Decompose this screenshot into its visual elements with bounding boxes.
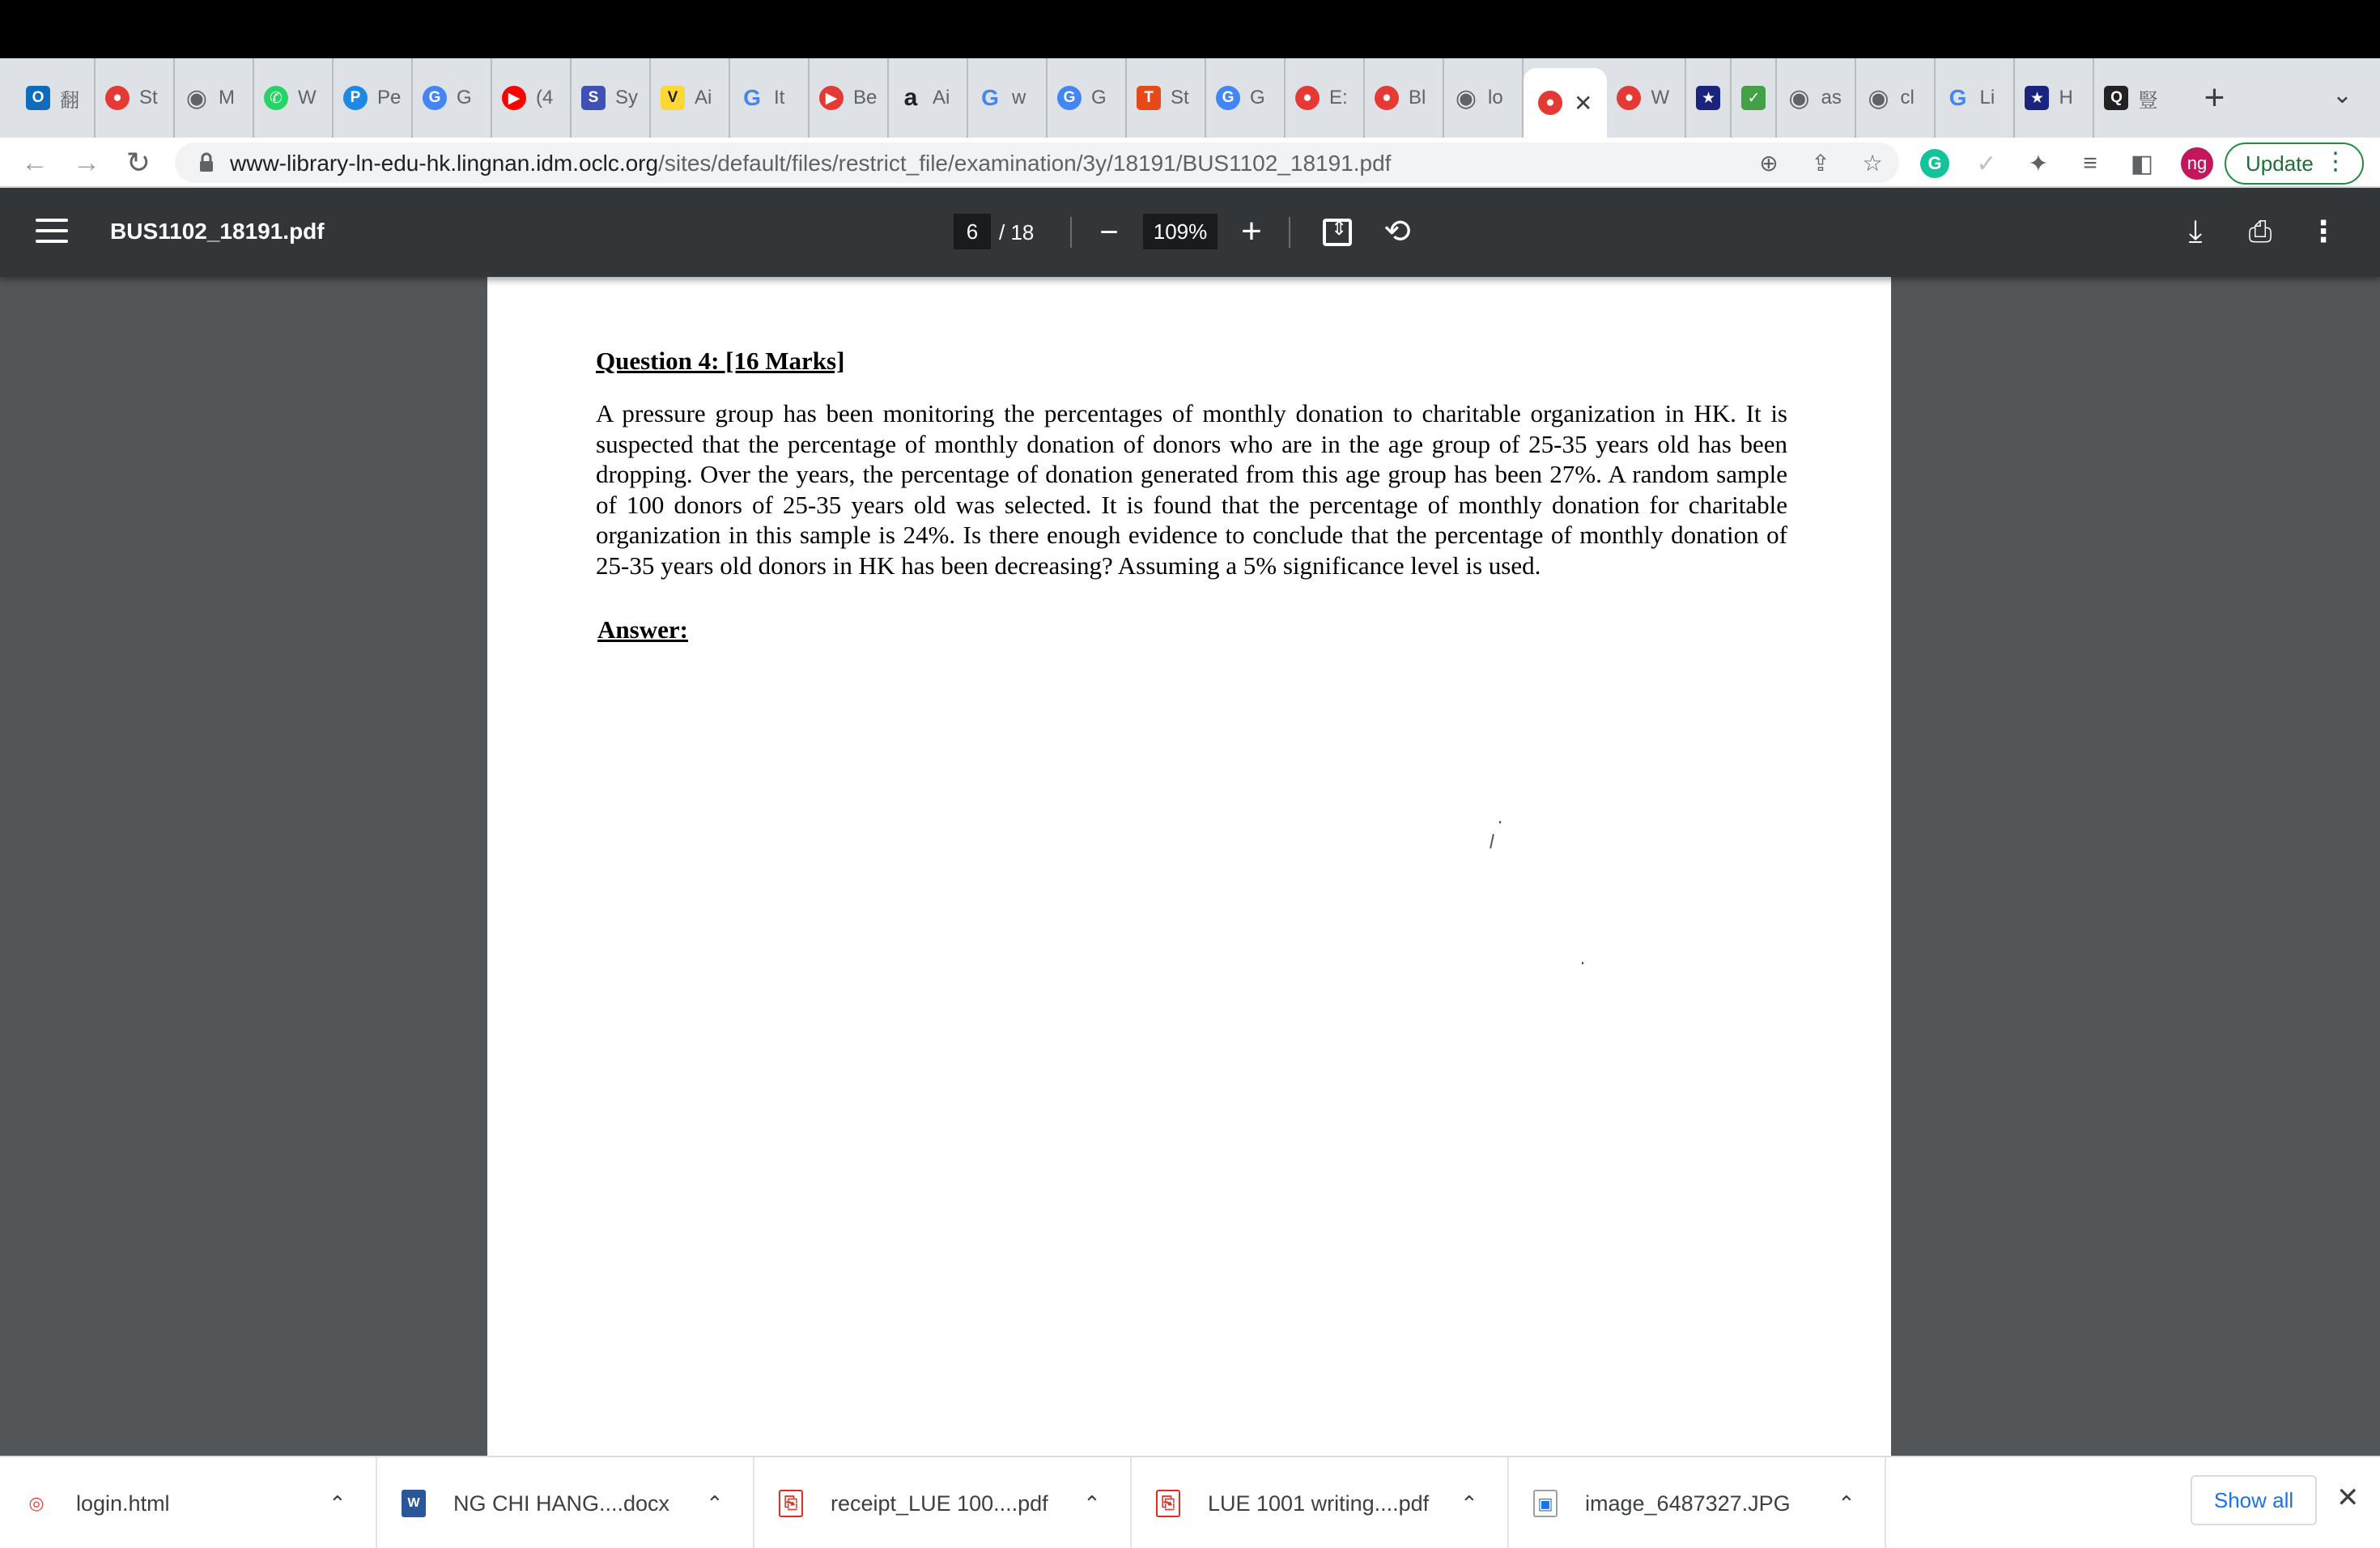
more-actions-icon[interactable]: ⋮: [2309, 215, 2338, 248]
tabs-container: [16, 58, 2172, 138]
globe-icon: ◉: [1788, 84, 1810, 112]
tab-title: G: [1250, 87, 1265, 108]
tab-title: lo: [1488, 87, 1503, 108]
rotate-icon[interactable]: ⟲: [1383, 214, 1411, 249]
page-number-input[interactable]: 6: [954, 214, 991, 249]
globe-icon: ◉: [1455, 84, 1477, 112]
scan-speck: [1499, 821, 1501, 823]
pdf-toolbar: [0, 188, 2380, 277]
reload-button[interactable]: ↻: [125, 146, 151, 179]
address-bar[interactable]: [175, 142, 1899, 183]
youtube-icon: ▶: [502, 86, 526, 110]
globe-icon: ◉: [1868, 84, 1889, 112]
pdf-viewer[interactable]: [0, 277, 2380, 1456]
side-panel-icon[interactable]: ◧: [2130, 150, 2154, 177]
extensions-puzzle-icon[interactable]: ✦: [2028, 150, 2049, 177]
new-tab-button[interactable]: +: [2204, 78, 2225, 117]
download-item[interactable]: [754, 1457, 1132, 1548]
pdf-file-icon: ⎘: [779, 1490, 803, 1517]
site-red-icon: ●: [105, 86, 130, 110]
tab-title: It: [774, 87, 785, 108]
tab-title: W: [298, 87, 317, 108]
browser-tab[interactable]: [413, 58, 492, 138]
s-icon: S: [581, 86, 606, 110]
navigation-bar: [0, 138, 2380, 188]
browser-tab[interactable]: [1127, 58, 1206, 138]
check-green-icon: ✓: [1741, 86, 1766, 110]
browser-tab[interactable]: [1048, 58, 1127, 138]
browser-tab[interactable]: [1732, 58, 1777, 138]
browser-tab[interactable]: [1444, 58, 1524, 138]
star-blue-icon: ★: [1696, 86, 1720, 110]
site-red-icon: ●: [1375, 86, 1399, 110]
pdf-file-icon: ⎘: [1156, 1490, 1180, 1517]
tab-title: as: [1821, 87, 1842, 108]
browser-tab[interactable]: [254, 58, 334, 138]
update-button[interactable]: [2225, 142, 2364, 185]
share-icon[interactable]: ⇪: [1811, 150, 1830, 176]
browser-tab[interactable]: [730, 58, 810, 138]
hamburger-menu-icon[interactable]: [36, 219, 68, 246]
image-file-icon: ▣: [1533, 1490, 1558, 1517]
tab-title: Li: [1979, 87, 1995, 108]
tab-title: (4: [536, 87, 554, 108]
browser-tab[interactable]: [1686, 58, 1732, 138]
show-all-button[interactable]: Show all: [2191, 1475, 2317, 1525]
chevron-up-icon[interactable]: ⌃: [706, 1491, 724, 1516]
browser-tab[interactable]: [96, 58, 175, 138]
chevron-up-icon[interactable]: ⌃: [1460, 1491, 1478, 1516]
browser-tab[interactable]: [1286, 58, 1365, 138]
reading-list-icon[interactable]: ≡: [2083, 150, 2097, 176]
download-filename: receipt_LUE 100....pdf: [831, 1491, 1048, 1516]
amazon-icon: a: [903, 84, 918, 111]
tab-title: w: [1012, 87, 1026, 108]
toolbar-divider: [1070, 217, 1072, 248]
zoom-in-button[interactable]: +: [1241, 211, 1262, 251]
close-icon[interactable]: ✕: [2336, 1482, 2360, 1513]
browser-tab[interactable]: [1607, 58, 1686, 138]
update-label: Update: [2246, 151, 2314, 176]
browser-tab[interactable]: [572, 58, 651, 138]
google-translate-icon: G: [423, 86, 447, 110]
tab-title: G: [1091, 87, 1107, 108]
download-item[interactable]: [1132, 1457, 1509, 1548]
forward-button[interactable]: →: [73, 147, 100, 178]
url-path: /sites/default/files/restrict_file/examination/3y/18191/BUS1102_18191.pdf: [658, 151, 1392, 176]
site-red-icon: ●: [1617, 86, 1641, 110]
download-filename: LUE 1001 writing....pdf: [1208, 1491, 1430, 1516]
tab-title: Sy: [615, 87, 639, 108]
browser-tab[interactable]: [889, 58, 968, 138]
tab-title: G: [457, 87, 472, 108]
chevron-up-icon[interactable]: ⌃: [329, 1491, 346, 1516]
tab-title: Ai: [695, 87, 712, 108]
url-text[interactable]: [230, 151, 1391, 176]
grammarly-extension-icon[interactable]: G: [1920, 149, 1949, 178]
fit-page-icon[interactable]: [1323, 219, 1352, 246]
checkmark-extension-icon[interactable]: ✓: [1976, 150, 1997, 177]
scan-speck: [1582, 962, 1583, 964]
browser-tab[interactable]: [175, 58, 254, 138]
tab-close-icon[interactable]: ✕: [1574, 90, 1593, 116]
page-total: / 18: [999, 220, 1035, 245]
chevron-up-icon[interactable]: ⌃: [1083, 1491, 1101, 1516]
more-vertical-icon: ⋮: [2323, 148, 2348, 175]
bookmark-star-icon[interactable]: ☆: [1862, 150, 1883, 176]
v-icon: V: [661, 86, 685, 110]
tab-title: cl: [1900, 87, 1915, 108]
google-icon: G: [981, 85, 999, 110]
url-host: www-library-ln-edu-hk.lingnan.idm.oclc.org: [230, 151, 659, 176]
tab-title: W: [1651, 87, 1670, 108]
download-filename: image_6487327.JPG: [1585, 1491, 1791, 1516]
tab-title: St: [1171, 87, 1189, 108]
browser-tab[interactable]: [2094, 58, 2172, 138]
browser-tab[interactable]: [1936, 58, 2015, 138]
toolbar-divider: [1289, 217, 1290, 248]
browser-tab[interactable]: [1856, 58, 1936, 138]
download-filename: login.html: [76, 1491, 170, 1516]
tab-strip: [0, 58, 2380, 138]
browser-tab[interactable]: [968, 58, 1048, 138]
pdf-title: BUS1102_18191.pdf: [110, 219, 325, 244]
site-red-icon: ●: [1295, 86, 1320, 110]
tab-title: H: [2059, 87, 2073, 108]
browser-tab[interactable]: [492, 58, 572, 138]
tab-title: St: [139, 87, 158, 108]
download-filename: NG CHI HANG....docx: [453, 1491, 670, 1516]
word-file-icon: W: [402, 1490, 426, 1517]
profile-avatar[interactable]: ng: [2181, 147, 2213, 180]
scan-speck: [1490, 834, 1494, 848]
play-red-icon: ▶: [819, 86, 844, 110]
browser-tab[interactable]: [1524, 68, 1607, 138]
browser-tab[interactable]: [16, 58, 96, 138]
tab-title: Ai: [933, 87, 950, 108]
downloads-bar: [0, 1456, 2380, 1548]
site-red-icon: ●: [1538, 91, 1562, 115]
browser-tab[interactable]: [334, 58, 413, 138]
zoom-out-button[interactable]: −: [1099, 214, 1119, 250]
tab-title: Bl: [1409, 87, 1426, 108]
download-item[interactable]: [1509, 1457, 1886, 1548]
browser-tab[interactable]: [2015, 58, 2094, 138]
browser-tab[interactable]: [1777, 58, 1856, 138]
zoom-level-input[interactable]: 109%: [1143, 214, 1218, 249]
download-item[interactable]: [0, 1457, 377, 1548]
tab-title: 翻: [60, 89, 79, 112]
outlook-icon: O: [26, 86, 50, 110]
print-icon[interactable]: ⎙: [2248, 214, 2272, 248]
tab-search-chevron-icon[interactable]: ⌄: [2331, 82, 2352, 108]
question-heading: Question 4: [16 Marks]: [596, 347, 845, 375]
browser-tab[interactable]: [651, 58, 730, 138]
tab-title: Be: [853, 87, 878, 108]
pdf-page: [487, 277, 1891, 1456]
chevron-up-icon[interactable]: ⌃: [1838, 1491, 1855, 1516]
google-translate-icon: G: [1216, 86, 1240, 110]
google-icon: G: [1949, 85, 1967, 110]
chrome-file-icon: ◎: [28, 1493, 45, 1513]
tab-title: E:: [1329, 87, 1348, 108]
tab-title: Pe: [377, 87, 402, 108]
google-icon: G: [743, 85, 761, 110]
t-icon: T: [1137, 86, 1161, 110]
lock-icon[interactable]: [196, 152, 217, 173]
star-blue-icon: ★: [2025, 86, 2049, 110]
zoom-magnifier-icon[interactable]: ⊕: [1759, 150, 1779, 176]
whatsapp-icon: ✆: [264, 86, 288, 110]
question-body: A pressure group has been monitoring the percentages of monthly donation to charitable organization in HK. It is suspected that the percentage of monthly donation of donors who are in the age group of 25-35 years old has been dropping. Over the years, the percentage of donation generated from this age group has been 27%. A random sample of 100 donors of 25-35 years old was selected. It is found that the percentage of monthly donation for charitable organization in this sample is 24%. Is there enough evidence to conclude that the percentage of monthly donation of 25-35 years old donors in HK has been decreasing? Assuming a 5% significance level is used.: [596, 399, 1787, 580]
q-icon: Q: [2104, 86, 2128, 110]
download-icon[interactable]: ⤓: [2188, 214, 2203, 249]
google-translate-icon: G: [1057, 86, 1082, 110]
browser-tab[interactable]: [810, 58, 889, 138]
browser-tab[interactable]: [1206, 58, 1286, 138]
pinterest-icon: P: [343, 86, 368, 110]
os-top-bar: [0, 0, 2380, 58]
browser-tab[interactable]: [1365, 58, 1444, 138]
tab-title: 豎: [2138, 89, 2158, 112]
globe-icon: ◉: [185, 84, 208, 112]
answer-label: Answer:: [597, 615, 688, 644]
back-button[interactable]: ←: [21, 147, 49, 178]
tab-title: M: [219, 87, 235, 108]
download-item[interactable]: [377, 1457, 754, 1548]
